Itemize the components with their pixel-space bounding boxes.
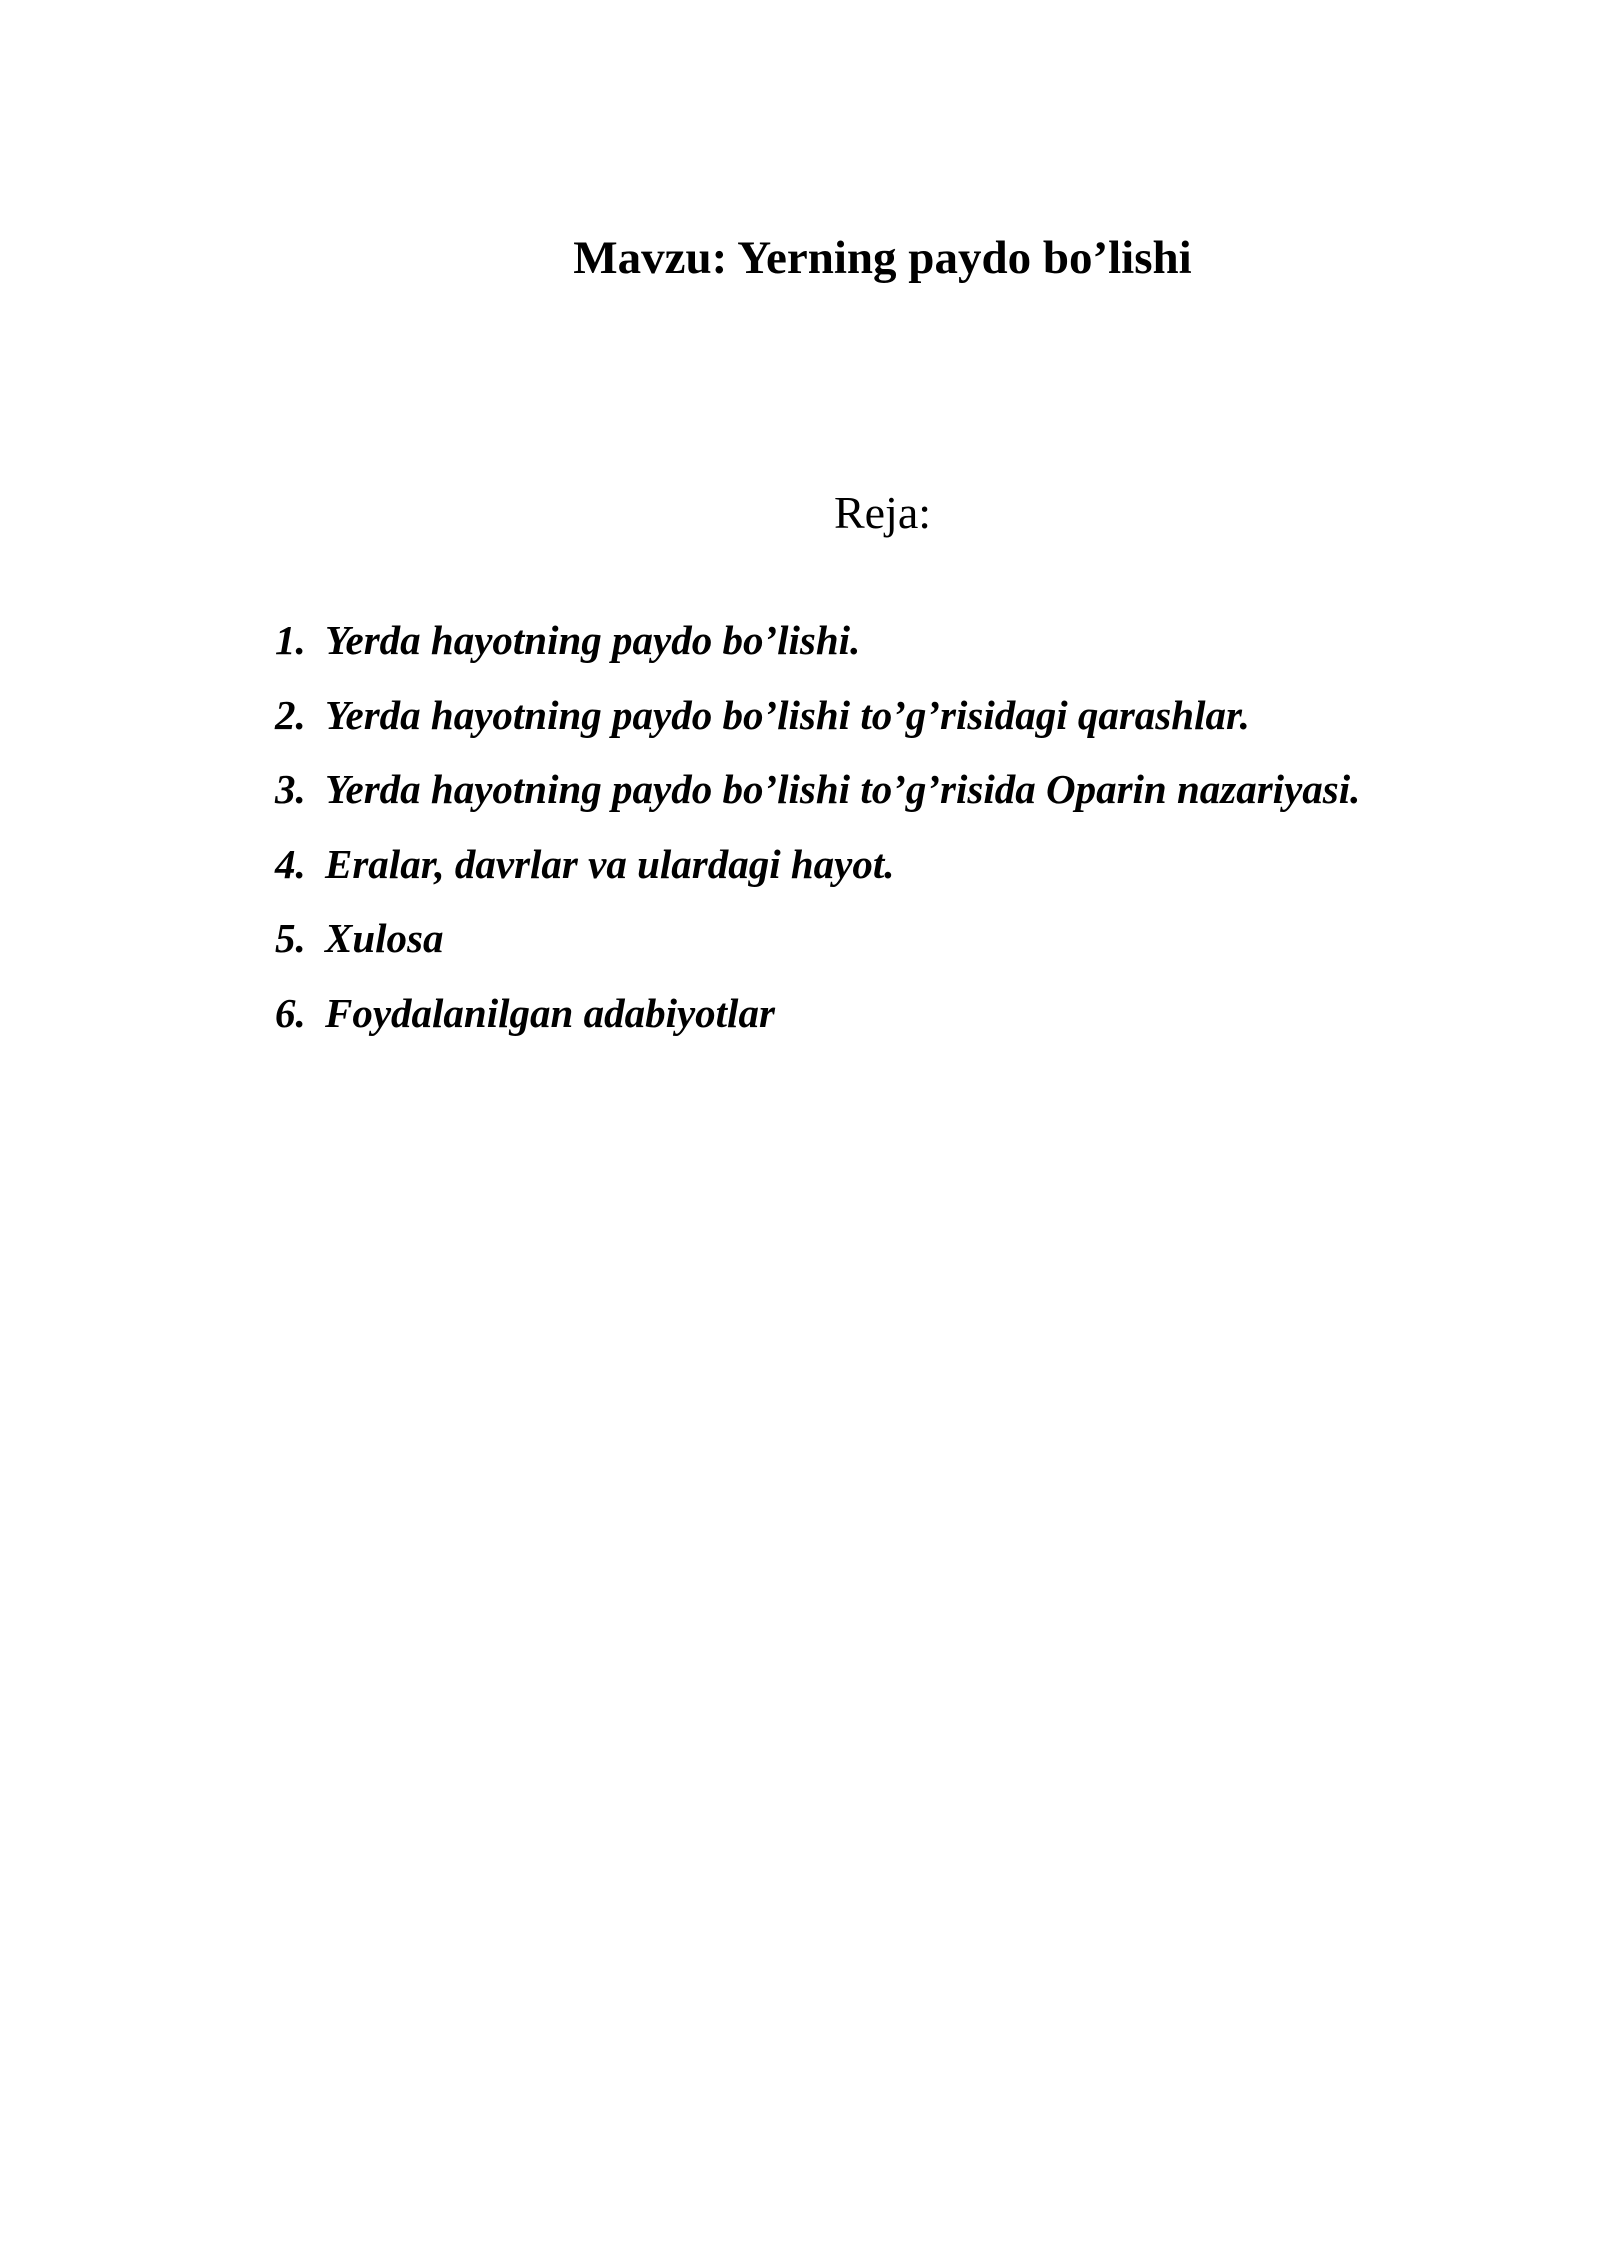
plan-item-text: Yerda hayotning paydo bo’lishi.	[325, 617, 861, 663]
plan-item	[275, 766, 1361, 844]
plan-item-text: Yerda hayotning paydo bo’lishi to’g’risida Oparin nazariyasi.	[325, 766, 1361, 813]
plan-item-text: Yerda hayotning paydo bo’lishi to’g’risidagi qarashlar.	[325, 691, 1250, 738]
plan-item-text: Xulosa	[325, 915, 444, 962]
plan-item	[275, 617, 1360, 695]
plan-item-number: 2.	[275, 691, 306, 738]
plan-item	[275, 989, 1360, 1068]
plan-item-number: 1.	[275, 617, 306, 663]
plan-item-text: Eralar, davrlar va ulardagi hayot.	[325, 840, 895, 887]
plan-heading: Reja:	[833, 487, 932, 538]
plan-list	[275, 617, 1361, 1068]
plan-item-number: 3.	[275, 766, 306, 813]
plan-item-number: 4.	[275, 840, 306, 887]
plan-item-text: Foydalanilgan adabiyotlar	[325, 989, 775, 1036]
plan-item	[275, 840, 1360, 919]
plan-item-number: 5.	[275, 915, 306, 962]
plan-item	[275, 915, 1360, 993]
plan-item	[275, 691, 1360, 770]
document-title: Mavzu: Yerning paydo bo’lishi	[573, 232, 1192, 284]
plan-item-number: 6.	[275, 989, 306, 1036]
